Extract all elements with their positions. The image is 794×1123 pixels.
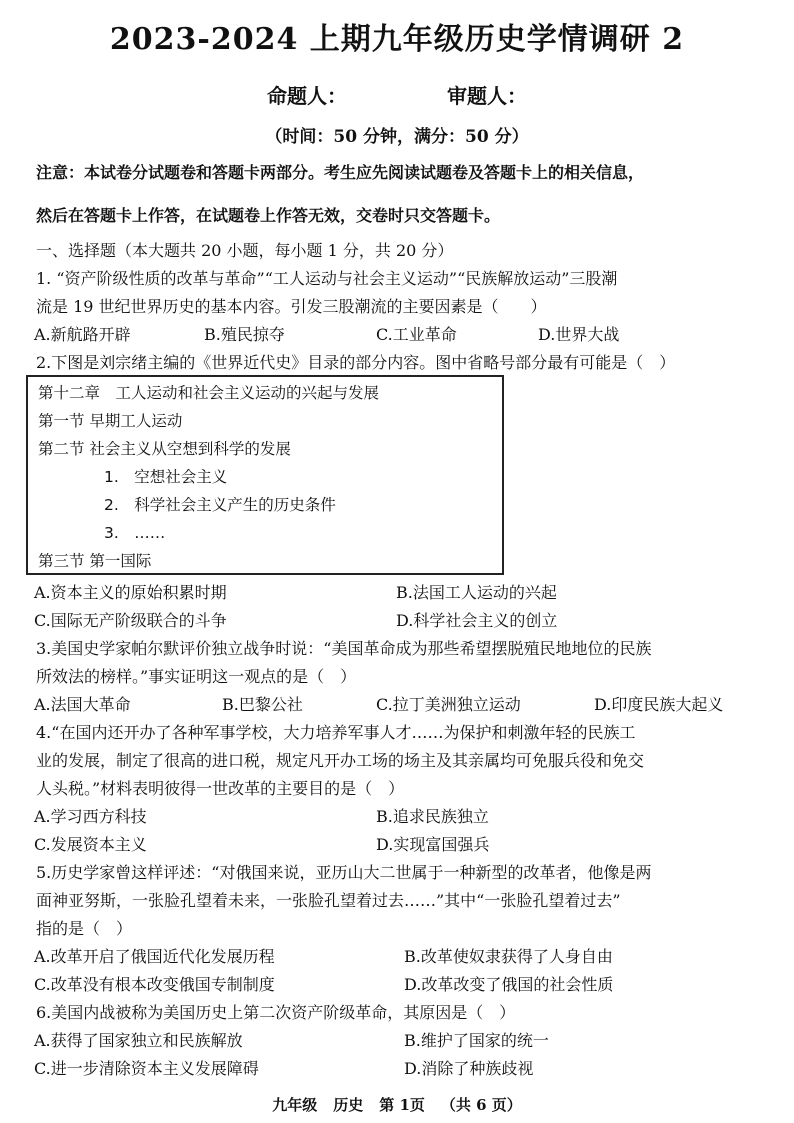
q2-option-b: B.法国工人运动的兴起	[396, 583, 557, 602]
q1-option-b: B.殖民掠夺	[204, 325, 285, 344]
q4-line-1: 4.“在国内还开办了各种军事学校，大力培养军事人才……为保护和刺激年轻的民族工	[36, 723, 636, 742]
q3-option-c: C.拉丁美洲独立运动	[376, 695, 521, 714]
exam-title: 2023-2024 上期九年级历史学情调研 2	[109, 22, 685, 57]
footer-subject: 历史	[333, 1096, 364, 1114]
table-of-contents-box	[26, 375, 504, 575]
q3-option-d: D.印度民族大起义	[594, 695, 724, 714]
q5-line-2: 面神亚努斯，一张脸孔望着未来，一张脸孔望着过去……”其中“一张脸孔望着过去”	[36, 891, 621, 910]
q1-line-1: 1. “资产阶级性质的改革与革命”“工人运动与社会主义运动”“民族解放运动”三股潮	[36, 269, 618, 288]
q6-option-b: B.维护了国家的统一	[404, 1031, 549, 1050]
q4-line-2: 业的发展，制定了很高的进口税，规定凡开办工场的场主及其亲属均可免服兵役和免交	[36, 751, 645, 770]
reviewer-label: 审题人：	[447, 84, 527, 108]
q2-option-a: A.资本主义的原始积累时期	[34, 583, 227, 602]
footer-page: 第 1页	[379, 1096, 425, 1114]
toc-chapter: 第十二章 工人运动和社会主义运动的兴起与发展	[38, 384, 380, 402]
q5-option-a: A.改革开启了俄国近代化发展历程	[34, 947, 275, 966]
q6-option-d: D.消除了种族歧视	[404, 1059, 534, 1078]
section-heading: 一、选择题（本大题共 20 小题，每小题 1 分，共 20 分）	[36, 241, 454, 260]
q3-line-1: 3.美国史学家帕尔默评价独立战争时说：“美国革命成为那些希望摆脱殖民地地位的民族	[36, 639, 652, 658]
toc-section-2: 第二节 社会主义从空想到科学的发展	[38, 440, 291, 458]
q5-line-1: 5.历史学家曾这样评述：“对俄国来说，亚历山大二世属于一种新型的改革者，他像是两	[36, 863, 652, 882]
q5-option-d: D.改革改变了俄国的社会性质	[404, 975, 614, 994]
q1-line-2: 流是 19 世纪世界历史的基本内容。引发三股潮流的主要因素是（ ）	[36, 297, 547, 316]
q2-line-1: 2.下图是刘宗绪主编的《世界近代史》目录的部分内容。图中省略号部分最有可能是（ ）	[36, 353, 676, 372]
q3-option-b: B.巴黎公社	[222, 695, 303, 714]
q3-line-2: 所效法的榜样。”事实证明这一观点的是（ ）	[36, 667, 357, 686]
toc-section-3: 第三节 第一国际	[38, 552, 152, 570]
q1-option-a: A.新航路开辟	[34, 325, 131, 344]
toc-item-1: 1. 空想社会主义	[104, 468, 228, 486]
q4-option-c: C.发展资本主义	[34, 835, 147, 854]
footer-grade: 九年级	[272, 1096, 318, 1114]
exam-time: （时间：50 分钟，满分：50 分）	[265, 127, 529, 147]
q5-line-3: 指的是（ ）	[36, 919, 133, 938]
toc-item-2: 2. 科学社会主义产生的历史条件	[104, 496, 336, 514]
q4-option-d: D.实现富国强兵	[376, 835, 490, 854]
notice-line-1: 注意：本试卷分试题卷和答题卡两部分。考生应先阅读试题卷及答题卡上的相关信息，	[36, 163, 645, 182]
q4-option-b: B.追求民族独立	[376, 807, 489, 826]
author-label: 命题人：	[267, 84, 347, 108]
q5-option-c: C.改革没有根本改变俄国专制制度	[34, 975, 275, 994]
page-footer	[0, 1094, 794, 1115]
q6-option-a: A.获得了国家独立和民族解放	[34, 1031, 243, 1050]
q4-option-a: A.学习西方科技	[34, 807, 147, 826]
q3-option-a: A.法国大革命	[34, 695, 131, 714]
author-line	[0, 80, 794, 109]
q5-option-b: B.改革使奴隶获得了人身自由	[404, 947, 613, 966]
q1-option-d: D.世界大战	[538, 325, 620, 344]
toc-item-3: 3. ……	[104, 524, 166, 542]
notice-line-2: 然后在答题卡上作答，在试题卷上作答无效，交卷时只交答题卡。	[36, 206, 501, 225]
q4-line-3: 人头税。”材料表明彼得一世改革的主要目的是（ ）	[36, 779, 405, 798]
toc-section-1: 第一节 早期工人运动	[38, 412, 183, 430]
q6-option-c: C.进一步清除资本主义发展障碍	[34, 1059, 259, 1078]
q1-option-c: C.工业革命	[376, 325, 457, 344]
footer-total: （共 6 页）	[440, 1096, 522, 1114]
q2-option-d: D.科学社会主义的创立	[396, 611, 558, 630]
q6-line-1: 6.美国内战被称为美国历史上第二次资产阶级革命，其原因是（ ）	[36, 1003, 516, 1022]
q2-option-c: C.国际无产阶级联合的斗争	[34, 611, 227, 630]
